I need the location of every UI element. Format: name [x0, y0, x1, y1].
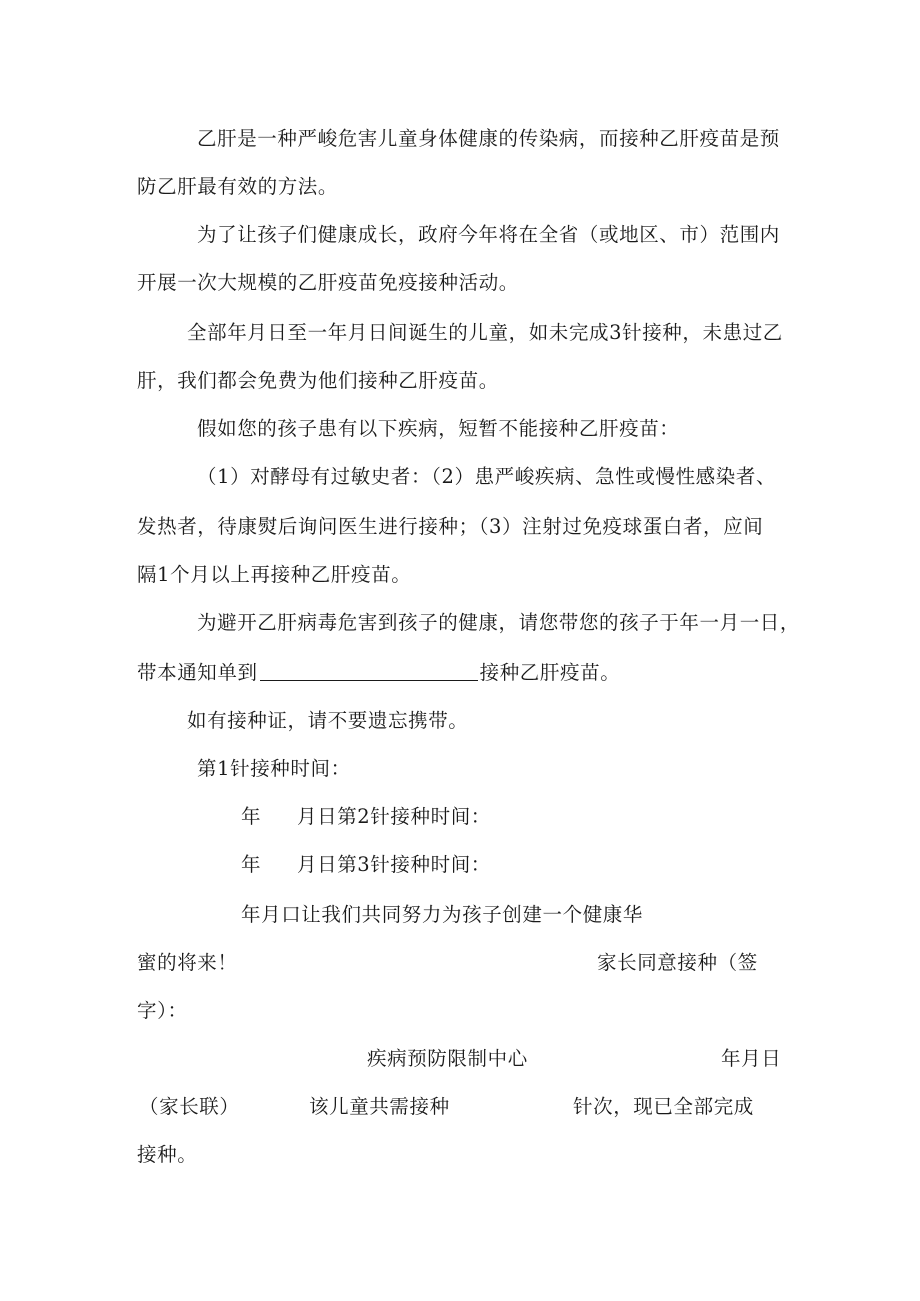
paragraph-contraindications-line-3: 隔1个月以上再接种乙肝疫苗。	[137, 563, 412, 586]
dose-3-time-label: 月日第3针接种时间：	[297, 853, 491, 876]
paragraph-eligibility-line-2: 肝，我们都会免费为他们接种乙肝疫苗。	[137, 369, 499, 392]
parent-consent-signature-label-cont: 字）：	[137, 999, 188, 1022]
dose-1-time-label: 第1针接种时间：	[197, 757, 351, 780]
issuing-date: 年月日	[721, 1047, 782, 1070]
paragraph-campaign-line-1: 为了让孩子们健康成长，政府今年将在全省（或地区、市）范围内	[197, 223, 780, 246]
appointment-suffix: 接种乙肝疫苗。	[479, 661, 621, 684]
doses-completed-label-cont: 接种。	[137, 1143, 198, 1166]
dose-2-time-label: 月日第2针接种时间：	[297, 805, 491, 828]
paragraph-eligibility-line-1: 全部年月日至一年月日间诞生的儿童，如未完成3针接种，未患过乙	[187, 321, 783, 344]
paragraph-intro-line-1: 乙肝是一种严峻危害儿童身体健康的传染病，而接种乙肝疫苗是预	[197, 127, 780, 150]
location-blank-field[interactable]	[260, 662, 478, 681]
issuing-center-name: 疾病预防限制中心	[367, 1047, 528, 1070]
dose-3-year: 年	[241, 853, 262, 876]
paragraph-contraindications-line-1: （1）对酵母有过敏史者：（2）患严峻疾病、急性或慢性感染者、	[197, 465, 777, 488]
dose-2-year: 年	[241, 805, 262, 828]
closing-line-2: 蜜的将来！	[137, 951, 238, 974]
paragraph-appointment-line-2	[137, 660, 620, 686]
paragraph-contraindication-intro: 假如您的孩子患有以下疾病，短暂不能接种乙肝疫苗：	[197, 417, 680, 440]
doses-needed-label: 该儿童共需接种	[309, 1095, 450, 1118]
appointment-prefix: 带本通知单到	[137, 661, 258, 684]
parent-consent-signature-label: 家长同意接种（签	[597, 951, 758, 974]
doses-completed-label: 针次，现已全部完成	[573, 1095, 754, 1118]
parent-copy-label: （家长联）	[139, 1095, 240, 1118]
paragraph-campaign-line-2: 开展一次大规模的乙肝疫苗免疫接种活动。	[137, 271, 519, 294]
closing-line-1: 年月口让我们共同努力为孩子创建一个健康华	[241, 903, 644, 926]
paragraph-appointment-line-1: 为避开乙肝病毒危害到孩子的健康，请您带您的孩子于年一月一日，	[197, 611, 801, 634]
paragraph-intro-line-2: 防乙肝最有效的方法。	[137, 175, 339, 198]
paragraph-bring-certificate: 如有接种证，请不要遗忘携带。	[187, 709, 469, 732]
paragraph-contraindications-line-2: 发热者，待康熨后询问医生进行接种；（3）注射过免疫球蛋白者，应间	[137, 515, 764, 538]
